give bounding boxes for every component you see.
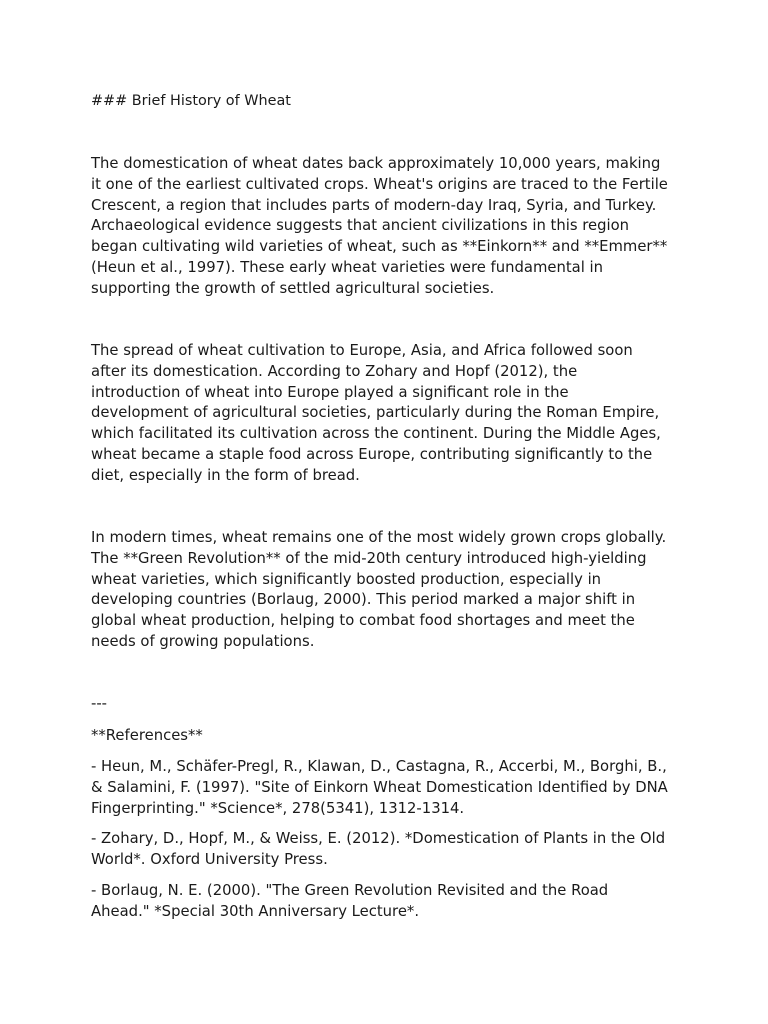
reference-line: - Borlaug, N. E. (2000). "The Green Revolution Revisited and the Road bbox=[91, 882, 609, 899]
reference-borlaug bbox=[91, 881, 608, 923]
paragraph-line: The **Green Revolution** of the mid-20th century introduced high-yielding bbox=[91, 549, 647, 567]
paragraph-line: Archaeological evidence suggests that ancient civilizations in this region bbox=[91, 217, 630, 235]
paragraph-line: which facilitated its cultivation across the continent. During the Middle Ages, bbox=[91, 425, 661, 443]
document-heading: ### Brief History of Wheat bbox=[91, 93, 291, 109]
reference-zohary bbox=[91, 829, 665, 871]
paragraph-line: needs of growing populations. bbox=[91, 632, 315, 650]
paragraph-line: wheat became a staple food across Europe, contributing significantly to the bbox=[91, 445, 653, 463]
reference-line: & Salamini, F. (1997). "Site of Einkorn Wheat Domestication Identified by DNA bbox=[91, 778, 668, 796]
paragraph-line: began cultivating wild varieties of wheat, such as **Einkorn** and **Emmer** bbox=[91, 238, 668, 256]
paragraph-line: diet, especially in the form of bread. bbox=[91, 466, 360, 484]
paragraph-line: In modern times, wheat remains one of the most widely grown crops globally. bbox=[91, 529, 667, 546]
reference-line: Fingerprinting." *Science*, 278(5341), 1312-1314. bbox=[91, 799, 465, 817]
reference-line: Ahead." *Special 30th Anniversary Lecture*. bbox=[91, 902, 420, 920]
reference-heun bbox=[91, 757, 668, 819]
paragraph-domestication bbox=[91, 154, 691, 300]
paragraph-line: introduction of wheat into Europe played a significant role in the bbox=[91, 383, 569, 401]
paragraph-line: supporting the growth of settled agricultural societies. bbox=[91, 279, 495, 297]
paragraph-line: development of agricultural societies, particularly during the Roman Empire, bbox=[91, 404, 660, 422]
paragraph-line: global wheat production, helping to combat food shortages and meet the bbox=[91, 612, 635, 630]
paragraph-line: wheat varieties, which significantly boosted production, especially in bbox=[91, 570, 602, 588]
section-separator: --- bbox=[91, 695, 108, 712]
reference-line: World*. Oxford University Press. bbox=[91, 850, 328, 868]
paragraph-line: The spread of wheat cultivation to Europe, Asia, and Africa followed soon bbox=[91, 342, 633, 359]
paragraph-line: it one of the earliest cultivated crops. Wheat's origins are traced to the Fertile bbox=[91, 175, 668, 193]
paragraph-line: after its domestication. According to Zohary and Hopf (2012), the bbox=[91, 362, 578, 380]
paragraph-spread bbox=[91, 341, 691, 487]
references-heading: **References** bbox=[91, 727, 203, 744]
paragraph-line: developing countries (Borlaug, 2000). This period marked a major shift in bbox=[91, 591, 636, 609]
paragraph-line: Crescent, a region that includes parts of modern-day Iraq, Syria, and Turkey. bbox=[91, 196, 657, 214]
paragraph-line: (Heun et al., 1997). These early wheat varieties were fundamental in bbox=[91, 258, 604, 276]
paragraph-line: The domestication of wheat dates back approximately 10,000 years, making bbox=[91, 155, 661, 172]
paragraph-modern bbox=[91, 528, 691, 653]
reference-line: - Heun, M., Schäfer-Pregl, R., Klawan, D., Castagna, R., Accerbi, M., Borghi, B., bbox=[91, 758, 667, 775]
reference-line: - Zohary, D., Hopf, M., & Weiss, E. (2012). *Domestication of Plants in the Old bbox=[91, 830, 666, 847]
